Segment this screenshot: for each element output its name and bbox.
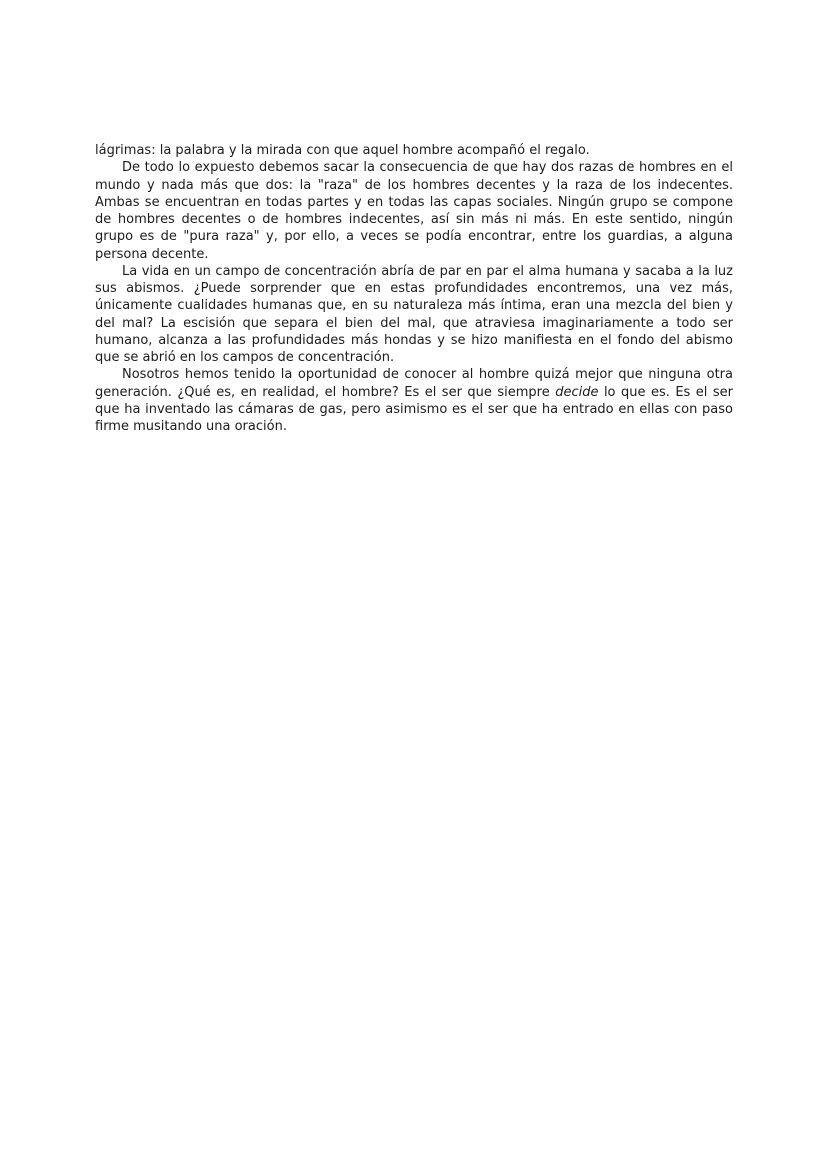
paragraph-two-races: De todo lo expuesto debemos sacar la consecuencia de que hay dos razas de hombres en el mundo y nada más que dos: la "raza" de los hombres decentes y la raza de los indecentes. Ambas se encuentran en todas partes y en todas las capas sociales. Ningún grupo se compone de hombres decentes o de hombres indecentes, así sin más ni más. En este sentido, ningún grupo es de "pura raza" y, por ello, a veces se podía encontrar, entre los guardias, a alguna persona decente. (95, 160, 733, 262)
paragraph-continuation: lágrimas: la palabra y la mirada con que aquel hombre acompañó el regalo. (95, 143, 590, 158)
paragraph-man-decides (95, 366, 733, 435)
paragraph-camp-life: La vida en un campo de concentración abría de par en par el alma humana y sacaba a la luz sus abismos. ¿Puede sorprender que en estas profundidades encontremos, una vez más, únicamente cualidades humanas que, en su naturaleza más íntima, eran una mezcla del bien y del mal? La escisión que separa el bien del mal, que atraviesa imaginariamente a todo ser humano, alcanza a las profundidades más hondas y se hizo manifiesta en el fondo del abismo que se abrió en los campos de concentración. (95, 263, 733, 365)
paragraph-segment: lo que es. Es el ser que ha inventado las cámaras de gas, pero asimismo es el ser que ha entrado en ellas con paso firme musitando una oración. (95, 384, 733, 434)
paragraph-segment: Nosotros hemos tenido la oportunidad de conocer al hombre quizá mejor que ninguna otra generación. ¿Qué es, en realidad, el hombre? Es el ser que siempre (95, 367, 733, 400)
paragraph-segment-italic: decide (555, 384, 599, 400)
page-text-block (95, 142, 733, 435)
